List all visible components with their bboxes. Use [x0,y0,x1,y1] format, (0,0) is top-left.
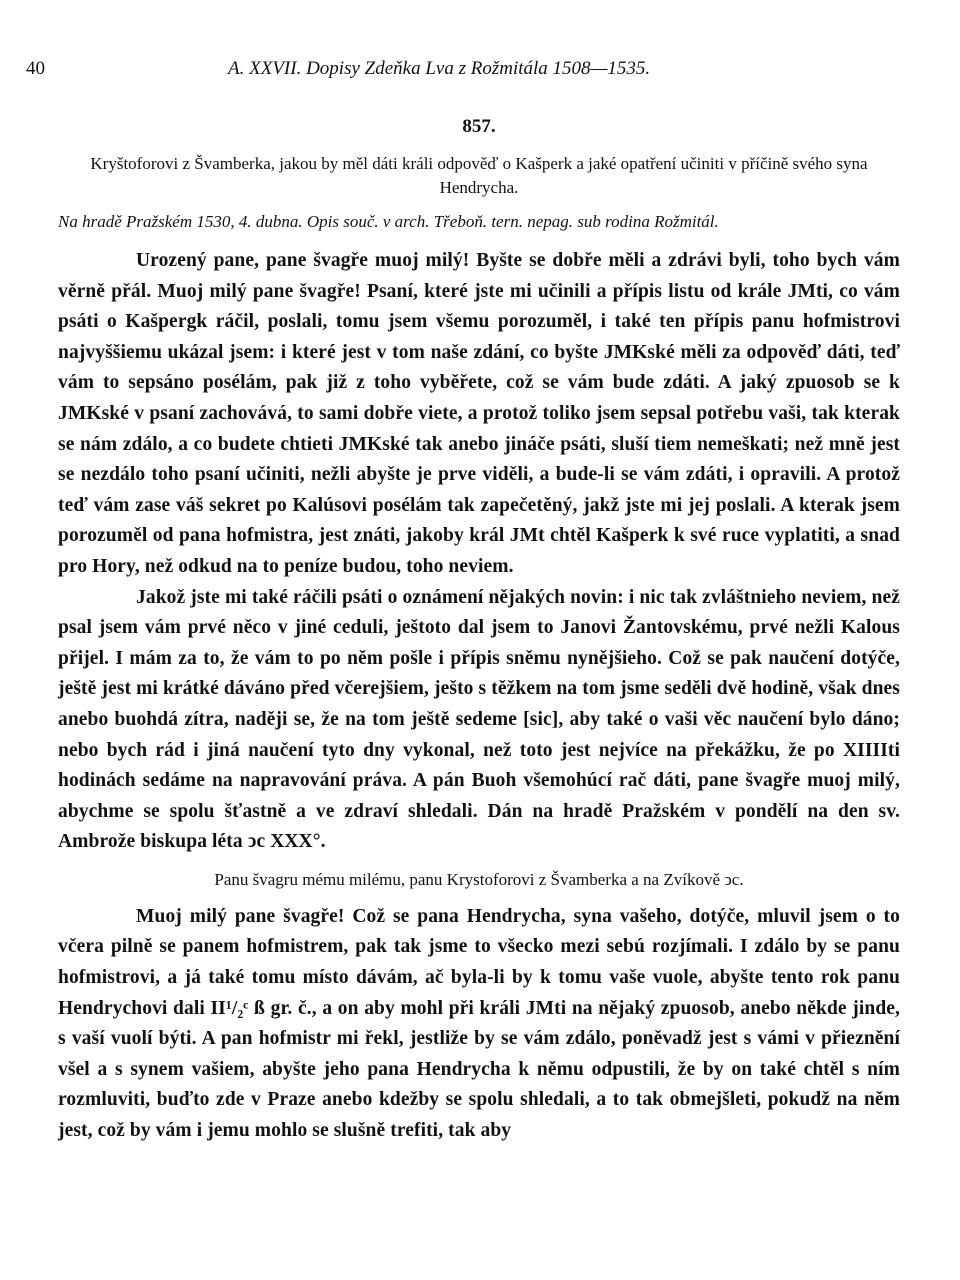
running-head [26,58,900,90]
document-dating: Na hradě Pražském 1530, 4. dubna. Opis souč. v arch. Třeboň. tern. nepag. sub rodina Rožmitál. [58,212,719,231]
letter-paragraph-1: Urozený pane, pane švagře muoj milý! Byšte se dobře měli a zdrávi byli, toho bych vám věrně přál. Muoj milý pane švagře! Psaní, které jste mi učinili a přípis listu od krále JMti, co vám psáti o Kašpergk ráčil, poslali, tomu jsem všemu porozuměl, i také ten přípis panu hofmistrovi najvyššiemu ukázal jsem: i které jest v tom naše zdání, co byšte JMKské měli za odpověď dáti, teď vám to sepsáno posélám, pak již z toho vyběřete, což se vám bude zdáti. A jaký zpuosob se k JMKské v psaní zachovává, to sami dobře viete, a protož toliko jsem sepsal potřebu vaši, tak kterak se nám zdálo, a co budete chtieti JMKské tak anebo jináče psáti, sluší tiem nemeškati; než mně jest se nezdálo toho psaní učiniti, nežli abyšte je prve viděli, a bude-li se vám zdáti, i opravili. A protož teď vám zase váš sekret po Kalúsovi posélám tak zapečetěný, jakž jste mi jej poslali. A kterak jsem porozuměl od pana hofmistra, jest znáti, jakoby král JMt chtěl Kašperk k své ruce vyplatiti, a snad pro Hory, než odkud na to peníze budou, toho neviem. [58,250,900,577]
document-regest: Kryštoforovi z Švamberka, jakou by měl dáti králi odpověď o Kašperk a jaké opatření učiniti v příčině svého syna Hendrycha. [90,154,868,197]
running-title: A. XXVII. Dopisy Zdeňka Lva z Rožmitála 1508—1535. [228,58,651,79]
document-number: 857. [462,116,496,137]
letter-address: Panu švagru mému milému, panu Krystoforovi z Švamberka a na Zvíkově ↄc. [214,869,744,889]
letter-paragraph-2: Jakož jste mi také ráčili psáti o oznámení nějakých novin: i nic tak zvláštnieho neviem, než psal jsem vám prvé něco v jiné ceduli, ještoto dal jsem to Janovi Žantovskému, prvé nežli Kalous přijel. I mám za to, že vám to po něm pošle i přípis sněmu nynějšieho. Což se pak naučení dotýče, ještě jest mi krátké dáváno před včerejšiem, ješto s těžkem na tom jsme seděli dvě hodině, však dnes anebo buohdá zítra, naději se, že na tom ještě sedeme [sic], aby také o vaši věc naučení bylo dáno; nebo bych rád i jiná naučení tyto dny vykonal, než toto jest nejvíce na překážku, že po XIIIIti hodinách sedáme na napravování práva. A pán Buoh všemohúcí rač dáti, pane švagře muoj milý, abychme se spolu šťastně a ve zdraví shledali. Dán na hradě Pražském v pondělí na den sv. Ambrože biskupa léta ↄc XXX°. [58,586,900,853]
letter-postscript: Muoj milý pane švagře! Což se pana Hendrycha, syna vašeho, dotýče, mluvil jsem o to včera pilně se panem hofmistrem, pak tak jsme to všecko mezi sebú rozjímali. I zdálo by se panu hofmistrovi, a já také tomu místo dávám, ač byla-li by k tomu vaše vuole, abyšte tento rok panu Hendrychovi dali II¹/₂ᶜ ß gr. č., a on aby mohl při králi JMti na nějaký zpuosob, anebo někde jinde, s vaší vuolí býti. A pan hofmistr mi řekl, jestliže by se vám zdálo, poněvadž jest s vámi v přieznění všel a s synem vašiem, abyšte jeho pana Hendrycha k němu odpustili, že by on také chtěl s ním rozmluviti, buďto zde v Praze anebo kdežby se spolu shledali, a to tak obmejšleti, pokudž na něm jest, což by vám i jemu mohlo se slušně trefiti, tak aby [58,905,900,1142]
page-number: 40 [26,58,45,79]
book-page [26,58,900,1147]
